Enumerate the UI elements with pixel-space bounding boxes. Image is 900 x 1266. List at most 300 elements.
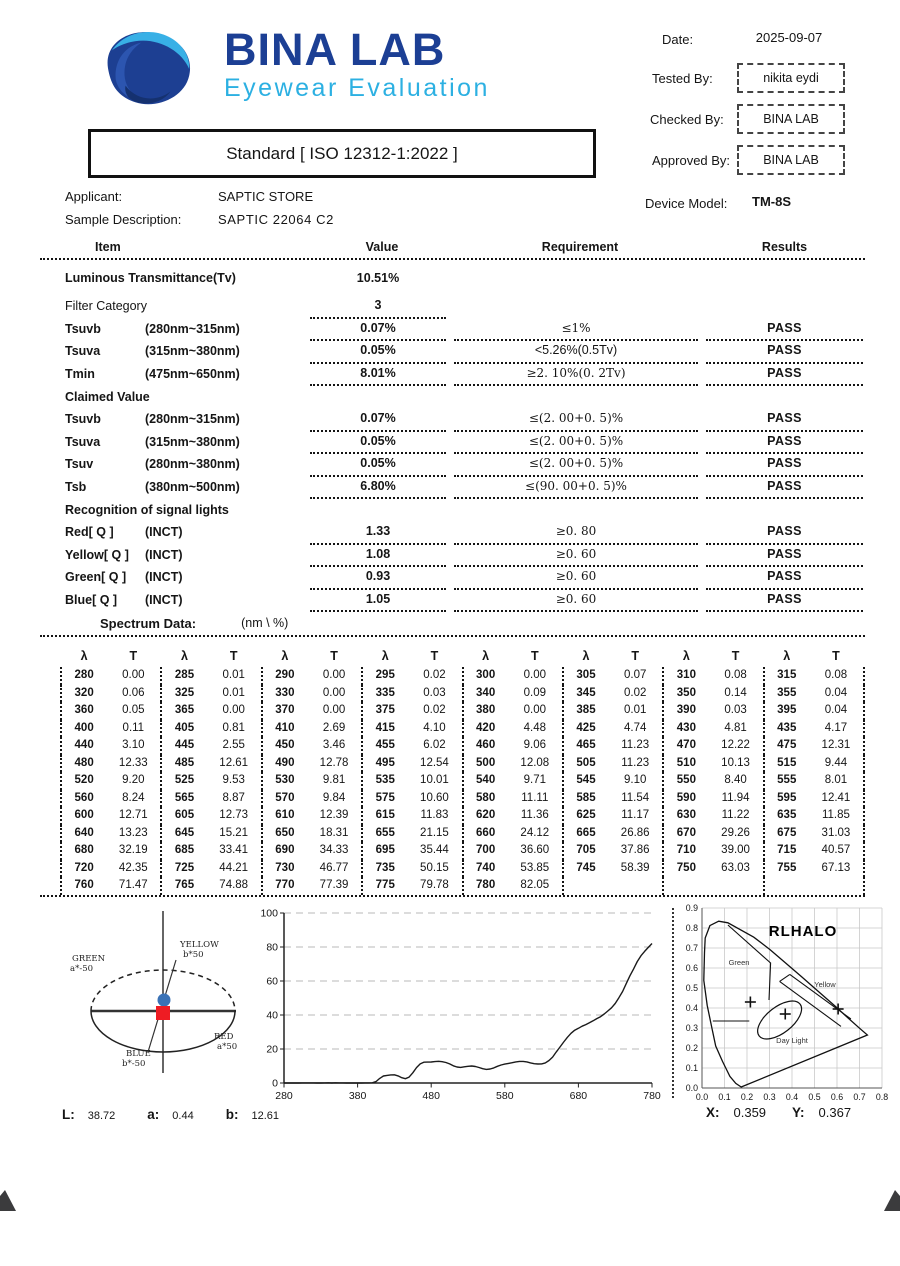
spectrum-data-row	[60, 860, 865, 878]
t-value: 18.31	[319, 826, 349, 839]
lambda-value: 385	[576, 704, 596, 716]
spectrum-data-row	[60, 720, 865, 738]
t-value: 0.04	[824, 686, 848, 699]
t-value: 2.55	[222, 739, 245, 751]
cie-y-tick-label: 0.2	[685, 1043, 698, 1053]
table-row	[40, 476, 865, 499]
spectrum-col-group	[664, 645, 764, 667]
spectrum-col-group	[162, 860, 262, 878]
approved-by-label: Approved By:	[652, 152, 731, 168]
item-label: Red[ Q ]	[65, 525, 114, 540]
y-axis-tick-label: 60	[266, 975, 278, 988]
a-value: 0.44	[172, 1110, 194, 1122]
spectrum-data-row	[60, 790, 865, 808]
t-value: 0.01	[222, 669, 245, 681]
requirement-cell: ≤(2. 00+0. 5)%	[454, 430, 698, 455]
lambda-value: 305	[576, 669, 596, 681]
lambda-value: 425	[576, 721, 596, 734]
spectrum-col-group	[765, 737, 865, 755]
requirement-cell: ≥2. 10%(0. 2Tv)	[454, 362, 698, 387]
t-value: 9.81	[322, 774, 346, 786]
date-label: Date:	[662, 31, 694, 47]
result-cell: PASS	[706, 543, 863, 568]
lambda-value: 640	[74, 826, 94, 839]
t-column-header: T	[129, 649, 138, 663]
spectrum-col-group	[564, 667, 664, 685]
lambda-value: 290	[275, 669, 295, 681]
spectrum-col-group	[60, 737, 162, 755]
spectrum-col-group	[464, 645, 564, 667]
cie-y-tick-label: 0.9	[685, 903, 698, 913]
lambda-value: 715	[777, 844, 797, 856]
spectrum-col-group	[664, 737, 764, 755]
col-header-item: Item	[95, 240, 121, 254]
spectrum-col-group	[464, 737, 564, 755]
t-value: 9.06	[523, 739, 546, 751]
requirement-cell: ≥0. 60	[454, 543, 698, 568]
l-value: 38.72	[87, 1110, 116, 1122]
spectrum-col-group	[162, 702, 262, 720]
result-cell: PASS	[706, 362, 863, 387]
spectrum-col-group	[363, 685, 463, 703]
spectrum-col-group	[564, 737, 664, 755]
x-axis-tick-label: 680	[569, 1090, 588, 1102]
spectrum-col-group	[765, 645, 865, 667]
cie-y-tick-label: 0.3	[685, 1023, 698, 1033]
lambda-value: 625	[576, 809, 596, 821]
t-column-header: T	[832, 649, 840, 663]
spectrum-col-group	[60, 842, 162, 860]
t-value: 15.21	[219, 826, 249, 839]
table-row	[40, 318, 865, 341]
value-cell: 10.51%	[356, 270, 400, 285]
t-value: 42.35	[118, 861, 148, 874]
t-value: 46.77	[319, 861, 349, 874]
item-label: Green[ Q ]	[65, 570, 127, 585]
spectrum-col-group	[765, 755, 865, 773]
lab-color-plane-diagram	[46, 903, 270, 1107]
cie-y-tick-label: 0.5	[685, 983, 698, 993]
spectrum-col-group	[162, 737, 262, 755]
t-value: 0.81	[222, 721, 245, 734]
item-range: (315nm~380nm)	[145, 344, 240, 359]
value-cell: 0.93	[310, 565, 446, 590]
lambda-value: 605	[174, 809, 195, 821]
lambda-value: 760	[74, 879, 94, 891]
spectrum-line-chart	[252, 901, 666, 1105]
spectrum-col-group	[60, 755, 162, 773]
lambda-value: 420	[476, 721, 496, 734]
lambda-value: 525	[174, 774, 195, 786]
results-table	[40, 236, 865, 637]
checked-by-label: Checked By:	[650, 111, 724, 127]
lambda-value: 455	[375, 739, 395, 751]
lambda-value: 335	[375, 686, 395, 699]
spectrum-col-group	[564, 877, 664, 895]
t-value: 79.78	[420, 879, 449, 891]
lambda-value: 325	[174, 686, 195, 699]
t-value: 12.41	[821, 791, 851, 804]
t-value: 9.84	[322, 791, 346, 804]
lambda-value: 530	[275, 774, 295, 786]
t-value: 0.06	[122, 686, 145, 699]
spectrum-data-row	[60, 755, 865, 773]
t-value: 0.01	[623, 704, 647, 716]
result-cell: PASS	[706, 430, 863, 455]
t-value: 4.74	[623, 721, 647, 734]
spectrum-col-group	[162, 720, 262, 738]
x-label: X:	[706, 1105, 720, 1120]
t-value: 0.08	[724, 669, 747, 681]
t-value: 0.08	[824, 669, 848, 681]
spectrum-col-group	[60, 685, 162, 703]
x-axis-tick-label: 380	[348, 1090, 367, 1102]
t-column-header: T	[530, 649, 539, 663]
spectrum-col-group	[363, 755, 463, 773]
lambda-value: 435	[777, 721, 797, 734]
t-value: 67.13	[821, 861, 851, 874]
logo-mark-icon	[92, 25, 210, 115]
logo-subtitle: Eyewear Evaluation	[224, 74, 490, 102]
lambda-value: 655	[375, 826, 395, 839]
lambda-value: 355	[777, 686, 797, 699]
xy-readout	[706, 1105, 877, 1120]
lambda-value: 395	[777, 704, 797, 716]
lab-logo	[92, 25, 490, 115]
spectrum-col-group	[664, 755, 764, 773]
lambda-value: 300	[476, 669, 496, 681]
region-label-daylight: Day Light	[776, 1036, 808, 1045]
t-value: 11.17	[621, 809, 650, 821]
t-value: 82.05	[520, 879, 550, 891]
table-row	[40, 544, 865, 567]
table-row	[40, 340, 865, 363]
col-header-results: Results	[761, 240, 808, 254]
approved-by-value-box: BINA LAB	[737, 145, 845, 175]
lambda-value: 570	[275, 791, 295, 804]
spectrum-col-group	[263, 807, 363, 825]
t-value: 0.00	[523, 704, 546, 716]
spectrum-data-header	[40, 611, 865, 637]
tested-by-value-box: nikita eydi	[737, 63, 845, 93]
t-column-header: T	[731, 649, 740, 663]
lambda-value: 520	[74, 774, 94, 786]
t-value: 13.23	[118, 826, 148, 839]
t-value: 0.00	[523, 669, 546, 681]
result-cell: PASS	[706, 475, 863, 500]
lambda-value: 400	[74, 721, 94, 734]
axis-label-yellow-sub: b*50	[183, 950, 204, 960]
checked-by-row	[650, 104, 724, 134]
value-cell: 1.33	[310, 520, 446, 545]
result-cell: PASS	[706, 317, 863, 342]
lambda-value: 615	[375, 809, 395, 821]
t-value: 9.10	[623, 774, 647, 786]
b-label: b:	[225, 1107, 239, 1122]
lambda-value: 555	[777, 774, 797, 786]
lambda-value: 610	[275, 809, 295, 821]
spectrum-col-group	[363, 877, 463, 895]
sample-point-marker	[158, 994, 171, 1007]
cie-y-tick-label: 0.7	[685, 943, 698, 953]
t-value: 0.00	[322, 686, 346, 699]
lambda-value: 585	[576, 791, 596, 804]
value-cell: 1.08	[310, 543, 446, 568]
lambda-value: 460	[476, 739, 496, 751]
table-row	[40, 363, 865, 386]
spectrum-col-group	[162, 755, 262, 773]
spectrum-col-group	[263, 720, 363, 738]
spectrum-col-group	[263, 737, 363, 755]
spectrum-col-group	[363, 807, 463, 825]
t-value: 37.86	[620, 844, 650, 856]
item-range: (INCT)	[145, 525, 183, 540]
lambda-value: 565	[174, 791, 195, 804]
t-value: 0.03	[724, 704, 747, 716]
item-label: Tmin	[65, 367, 95, 382]
t-value: 11.23	[621, 739, 650, 751]
spectrum-col-group	[263, 645, 363, 667]
spectrum-col-group	[564, 825, 664, 843]
t-value: 11.23	[621, 756, 650, 769]
cie-chromaticity-diagram	[678, 900, 890, 1112]
lambda-value: 315	[777, 669, 797, 681]
spectrum-col-group	[464, 877, 564, 895]
lambda-value: 415	[375, 721, 395, 734]
lambda-value: 340	[476, 686, 496, 699]
spectrum-col-group	[60, 772, 162, 790]
device-model-value: TM-8S	[752, 194, 791, 209]
cie-title: RLHALO	[768, 923, 838, 940]
value-cell: 0.05%	[310, 339, 446, 364]
t-value: 12.73	[219, 809, 249, 821]
logo-title: BINA LAB	[224, 24, 446, 75]
t-value: 11.94	[721, 791, 750, 804]
t-value: 8.40	[724, 774, 747, 786]
applicant-value: SAPTIC STORE	[218, 189, 314, 204]
section-label: Claimed Value	[65, 389, 150, 404]
item-label: Blue[ Q ]	[65, 593, 118, 608]
lambda-value: 475	[777, 739, 797, 751]
t-value: 0.04	[824, 704, 848, 716]
value-cell: 1.05	[310, 588, 446, 613]
spectrum-col-group	[765, 685, 865, 703]
lambda-value: 390	[676, 704, 696, 716]
lambda-value: 650	[275, 826, 295, 839]
lambda-column-header: λ	[682, 649, 690, 663]
spectrum-col-group	[765, 807, 865, 825]
spectrum-col-group	[564, 645, 664, 667]
t-value: 12.31	[821, 739, 851, 751]
t-value: 10.13	[721, 756, 750, 769]
result-cell: PASS	[706, 452, 863, 477]
lambda-value: 330	[275, 686, 295, 699]
tested-by-row	[652, 63, 713, 93]
item-range: (INCT)	[145, 547, 183, 562]
spectrum-col-group	[162, 790, 262, 808]
t-value: 11.85	[821, 809, 850, 821]
spectral-locus	[704, 921, 868, 1087]
applicant-label: Applicant:	[65, 189, 123, 204]
item-range: (280nm~380nm)	[145, 457, 240, 472]
spectrum-data-row	[60, 772, 865, 790]
left-edge-triangle	[0, 1190, 16, 1211]
lambda-value: 310	[676, 669, 696, 681]
value-cell: 0.05%	[310, 452, 446, 477]
t-value: 12.78	[319, 756, 349, 769]
x-axis-tick-label: 780	[643, 1090, 661, 1102]
lambda-value: 630	[676, 809, 696, 821]
lambda-column-header: λ	[80, 649, 88, 663]
lambda-value: 440	[74, 739, 94, 751]
spectrum-col-group	[162, 685, 262, 703]
table-row	[40, 295, 865, 318]
t-value: 58.39	[620, 861, 650, 874]
spectrum-col-group	[263, 772, 363, 790]
spectrum-col-group	[162, 807, 262, 825]
item-range: (280nm~315nm)	[145, 321, 240, 336]
item-range: (INCT)	[145, 570, 183, 585]
approved-by-row	[652, 145, 730, 175]
lambda-value: 450	[275, 739, 295, 751]
spectrum-col-group	[363, 772, 463, 790]
t-value: 11.36	[520, 809, 549, 821]
lambda-value: 620	[476, 809, 496, 821]
t-value: 0.00	[322, 669, 346, 681]
a-label: a:	[147, 1107, 160, 1122]
spectrum-col-group	[464, 860, 564, 878]
t-value: 0.00	[322, 704, 346, 716]
table-row	[40, 521, 865, 544]
t-value: 2.69	[322, 721, 346, 734]
t-value: 0.03	[423, 686, 446, 699]
spectrum-col-group	[765, 702, 865, 720]
sample-meta	[65, 185, 334, 231]
item-range: (380nm~500nm)	[145, 480, 240, 495]
spectrum-col-group	[564, 790, 664, 808]
y-axis-tick-label: 20	[266, 1043, 278, 1056]
spectrum-col-group	[60, 720, 162, 738]
right-edge-triangle	[884, 1190, 900, 1211]
lambda-value: 295	[375, 669, 395, 681]
table-row	[40, 453, 865, 476]
lambda-value: 360	[74, 704, 94, 716]
t-value: 11.11	[521, 791, 549, 804]
lambda-column-header: λ	[181, 649, 188, 663]
lambda-value: 480	[74, 756, 94, 769]
cie-y-tick-label: 0.8	[685, 923, 698, 933]
spectrum-col-group	[664, 772, 764, 790]
lambda-column-header: λ	[381, 649, 389, 663]
region-label-yellow: Yellow	[814, 980, 836, 989]
spectrum-data-row	[60, 842, 865, 860]
spectrum-col-group	[765, 825, 865, 843]
t-value: 4.81	[724, 721, 747, 734]
value-cell: 0.07%	[310, 407, 446, 432]
spectrum-col-group	[765, 772, 865, 790]
spectrum-col-group	[363, 645, 463, 667]
y-axis-tick-label: 40	[266, 1009, 278, 1022]
value-cell: 0.07%	[310, 317, 446, 342]
item-label: Tsuva	[65, 434, 101, 449]
spectrum-col-group	[363, 737, 463, 755]
axis-label-green-sub: a*-50	[70, 964, 94, 974]
lambda-value: 770	[275, 879, 295, 891]
spectrum-col-group	[263, 860, 363, 878]
t-value: 0.14	[724, 686, 747, 699]
t-value: 3.46	[322, 739, 346, 751]
lambda-value: 485	[174, 756, 195, 769]
spectrum-col-group	[60, 645, 162, 667]
lambda-value	[765, 877, 809, 895]
t-value	[608, 877, 662, 895]
cie-y-tick-label: 0.6	[685, 963, 698, 973]
lambda-value: 580	[476, 791, 496, 804]
spectrum-data-row	[60, 807, 865, 825]
device-model-row	[645, 188, 727, 218]
lambda-value: 695	[375, 844, 395, 856]
lambda-value: 595	[777, 791, 797, 804]
spectrum-col-group	[162, 825, 262, 843]
t-value: 0.09	[523, 686, 546, 699]
cie-x-tick-label: 0.7	[853, 1092, 866, 1102]
date-value: 2025-09-07	[755, 30, 823, 45]
transmittance-curve	[284, 944, 652, 1084]
t-value: 4.10	[423, 721, 446, 734]
t-value: 12.33	[118, 756, 148, 769]
spectrum-col-group	[464, 842, 564, 860]
item-label: Yellow[ Q ]	[65, 547, 129, 562]
t-value: 53.85	[520, 861, 550, 874]
t-value: 9.20	[122, 774, 145, 786]
lambda-value: 550	[676, 774, 696, 786]
t-value: 0.11	[122, 721, 145, 734]
spectrum-header-row	[60, 645, 865, 667]
spectrum-col-group	[263, 685, 363, 703]
y-axis-tick-label: 80	[266, 941, 278, 954]
lambda-column-header: λ	[783, 649, 791, 663]
b-value: 12.61	[251, 1110, 279, 1122]
lambda-value: 380	[476, 704, 496, 716]
spectrum-col-group	[664, 877, 764, 895]
t-value: 0.02	[423, 669, 446, 681]
requirement-cell: ≤(2. 00+0. 5)%	[454, 452, 698, 477]
section-label: Recognition of signal lights	[65, 502, 229, 517]
spectrum-col-group	[464, 755, 564, 773]
spectrum-col-group	[564, 772, 664, 790]
lambda-value: 735	[375, 861, 395, 874]
cie-x-tick-label: 0.4	[785, 1092, 799, 1102]
t-value: 12.54	[420, 756, 449, 769]
charts-section	[0, 900, 900, 1145]
standard-box: Standard [ ISO 12312-1:2022 ]	[88, 129, 596, 178]
t-value: 12.22	[721, 739, 750, 751]
item-label: Tsuvb	[65, 412, 101, 427]
lambda-value: 700	[476, 844, 496, 856]
table-row	[40, 260, 865, 295]
spectrum-col-group	[464, 772, 564, 790]
col-header-value: Value	[365, 240, 399, 254]
spectrum-col-group	[564, 860, 664, 878]
value-cell: 0.05%	[310, 430, 446, 455]
requirement-cell: ≤(90. 00+0. 5)%	[454, 475, 698, 500]
t-value: 12.08	[520, 756, 550, 769]
cie-y-tick-label: 0.1	[685, 1063, 698, 1073]
result-cell: PASS	[706, 407, 863, 432]
t-value: 0.00	[222, 704, 245, 716]
lambda-value: 490	[275, 756, 295, 769]
t-value	[709, 877, 763, 895]
